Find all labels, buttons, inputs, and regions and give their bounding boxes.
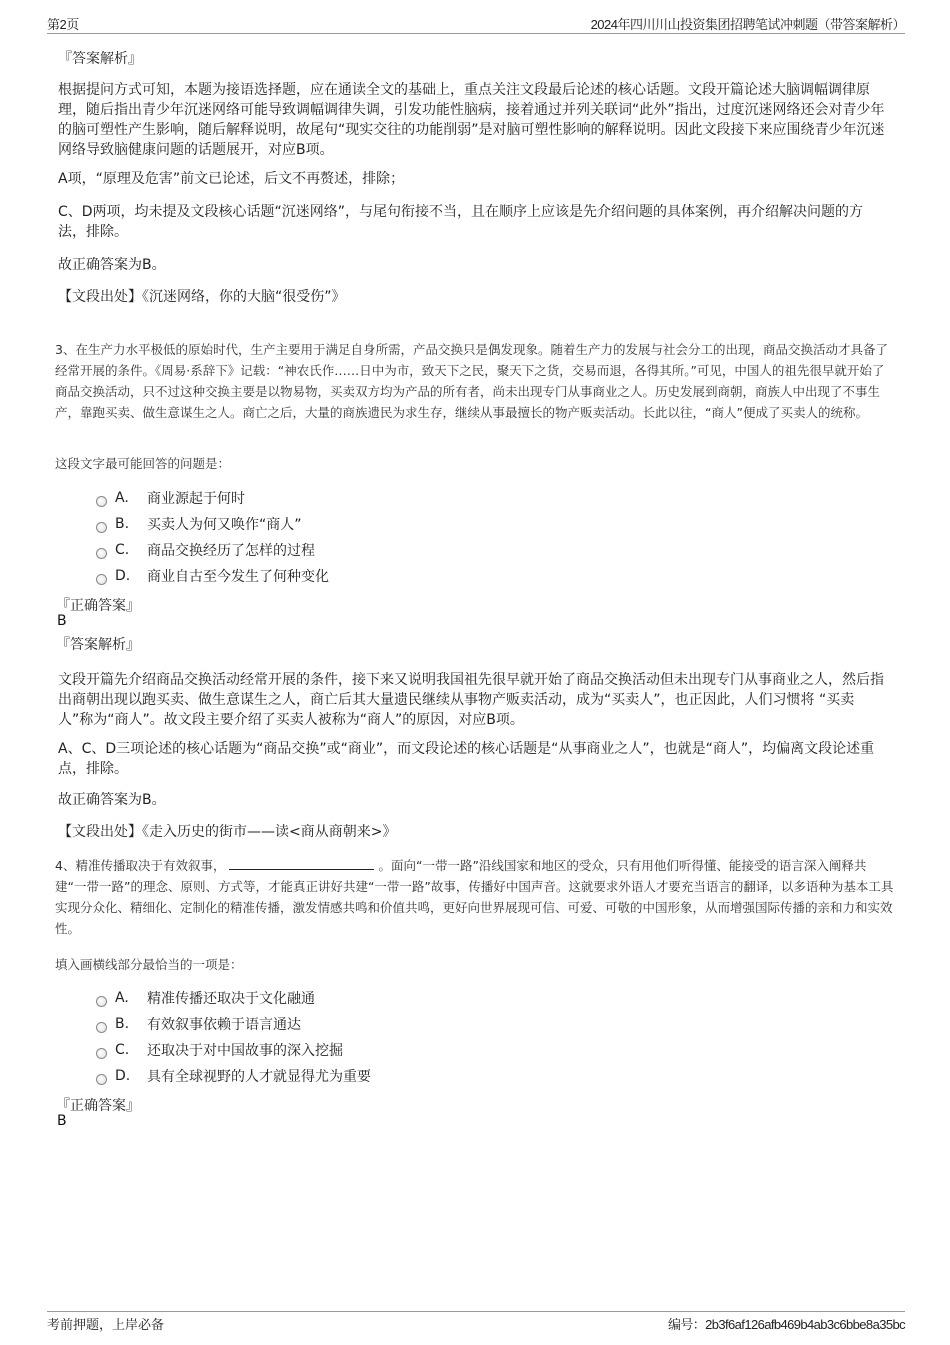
q2-analysis-label: 『答案解析』 xyxy=(58,51,142,67)
q3-stem: 3、在生产力水平极低的原始时代，生产主要用于满足自身所需，产品交换只是偶发现象。随着生产力的发展与社会分工的出现，商品交换活动才具备了经常开展的条件。《周易·系辞下》记载：“神农氏作……日中为市，致天下之民，聚天下之货，交易而退，各得其所。”可见，中国人的祖先很早就开始了商品交换活动，只不过这种交换主要是以物易物，买卖双方均为产品的所有者，尚未出现专门从事商业之人。历史发展到商朝，商族人中出现了不事生产，靠跑买卖、做生意谋生之人。商亡之后，大量的商族遗民为求生存，继续从事最擅长的物产贩卖活动。长此以往，“商人”便成了买卖人的统称。 xyxy=(55,342,888,420)
option-text: 买卖人为何又唤作“商人” xyxy=(147,517,302,533)
option-text: 还取决于对中国故事的深入挖掘 xyxy=(147,1043,343,1059)
radio-button-icon[interactable] xyxy=(96,522,107,533)
q4-prompt: 填入画横线部分最恰当的一项是： xyxy=(55,957,243,972)
option-letter: B. xyxy=(115,1016,130,1032)
page-header xyxy=(47,14,905,34)
option-text: 商业自古至今发生了何种变化 xyxy=(147,569,329,585)
q4-option-c[interactable] xyxy=(96,1037,371,1063)
q3-analysis-label: 『答案解析』 xyxy=(56,637,140,653)
radio-button-icon[interactable] xyxy=(96,574,107,585)
option-letter: C. xyxy=(115,542,130,558)
q3-answer-label: 『正确答案』 xyxy=(56,598,140,614)
q3-option-c[interactable] xyxy=(96,537,329,563)
option-text: 商业源起于何时 xyxy=(147,491,245,507)
q4-option-a[interactable] xyxy=(96,985,371,1011)
q4-option-b[interactable] xyxy=(96,1011,371,1037)
q3-analysis-paragraph-1: 文段开篇先介绍商品交换活动经常开展的条件，接下来又说明我国祖先很早就开始了商品交换活动但未出现专门从事商业之人，然后指出商朝出现以跑买卖、做生意谋生之人，商亡后其大量遗民继续从事物产贩卖活动，成为“买卖人”，也正因此，人们习惯将 “买卖人”称为“商人”。故文段主要介绍了买卖人被称为“商人”的原因，对应B项。 xyxy=(58,672,884,728)
option-letter: D. xyxy=(115,568,131,584)
q3-options xyxy=(96,485,329,589)
option-text: 有效叙事依赖于语言通达 xyxy=(147,1017,301,1033)
option-text: 具有全球视野的人才就显得尤为重要 xyxy=(147,1069,371,1085)
q3-conclusion: 故正确答案为B。 xyxy=(58,792,166,808)
radio-button-icon[interactable] xyxy=(96,1048,107,1059)
fill-in-blank xyxy=(229,857,374,870)
option-letter: A. xyxy=(115,490,129,506)
q2-analysis-paragraph-1: 根据提问方式可知，本题为接语选择题，应在通读全文的基础上，重点关注文段最后论述的核心话题。文段开篇论述大脑调幅调律原理，随后指出青少年沉迷网络可能导致调幅调律失调，引发功能性脑病，接着通过并列关联词“此外”指出，过度沉迷网络还会对青少年的脑可塑性产生影响，随后解释说明，故尾句“现实交往的功能削弱”是对脑可塑性影响的解释说明。因此文段接下来应围绕青少年沉迷网络导致脑健康问题的话题展开，对应B项。 xyxy=(58,82,885,158)
q4-answer-label: 『正确答案』 xyxy=(56,1098,140,1114)
document-title: 2024年四川川山投资集团招聘笔试冲刺题（带答案解析） xyxy=(590,17,905,32)
document-id xyxy=(668,1314,905,1333)
q4-answer-value: B xyxy=(57,1113,67,1129)
q2-analysis-paragraph-3: C、D两项，均未提及文段核心话题“沉迷网络”，与尾句衔接不当，且在顺序上应该是先介绍问题的具体案例，再介绍解决问题的方法，排除。 xyxy=(58,204,864,240)
option-letter: B. xyxy=(115,516,130,532)
page-number: 第2页 xyxy=(47,17,79,32)
radio-button-icon[interactable] xyxy=(96,1022,107,1033)
q3-source: 【文段出处】《走入历史的街市——读<商从商朝来>》 xyxy=(58,824,397,840)
option-text: 商品交换经历了怎样的过程 xyxy=(147,543,315,559)
q4-options xyxy=(96,985,371,1089)
document-id-value: 2b3f6af126afb469b4ab3c6bbe8a35bc xyxy=(705,1317,905,1332)
q4-stem-before-blank: 4、精准传播取决于有效叙事， xyxy=(55,858,226,873)
radio-button-icon[interactable] xyxy=(96,1074,107,1085)
q3-option-b[interactable] xyxy=(96,511,329,537)
option-letter: D. xyxy=(115,1068,131,1084)
q2-conclusion: 故正确答案为B。 xyxy=(58,257,166,273)
page-footer xyxy=(47,1311,905,1332)
q2-source: 【文段出处】《沉迷网络，你的大脑“很受伤”》 xyxy=(58,289,346,305)
radio-button-icon[interactable] xyxy=(96,548,107,559)
option-text: 精准传播还取决于文化融通 xyxy=(147,991,315,1007)
q3-answer-value: B xyxy=(57,613,67,629)
radio-button-icon[interactable] xyxy=(96,496,107,507)
option-letter: C. xyxy=(115,1042,130,1058)
document-id-label: 编号： xyxy=(667,1317,706,1332)
q3-prompt: 这段文字最可能回答的问题是： xyxy=(55,456,231,471)
q3-analysis-paragraph-2: A、C、D三项论述的核心话题为“商品交换”或“商业”，而文段论述的核心话题是“从事商业之人”，也就是“商人”，均偏离文段论述重点，排除。 xyxy=(58,741,875,777)
q2-analysis-paragraph-2: A项，“原理及危害”前文已论述，后文不再赘述，排除； xyxy=(58,171,405,187)
q3-option-a[interactable] xyxy=(96,485,329,511)
radio-button-icon[interactable] xyxy=(96,996,107,1007)
q4-option-d[interactable] xyxy=(96,1063,371,1089)
footer-slogan: 考前押题，上岸必备 xyxy=(47,1317,165,1332)
option-letter: A. xyxy=(115,990,129,1006)
q4-stem xyxy=(55,855,895,939)
q4-stem-after-blank: 。面向“一带一路”沿线国家和地区的受众，只有用他们听得懂、能接受的语言深入阐释共建“一带一路”的理念、原则、方式等，才能真正讲好共建“一带一路”故事，传播好中国声音。这就要求外语人才要充当语言的翻译，以多语种为基本工具实现分众化、精细化、定制化的精准传播，激发情感共鸣和价值共鸣，更好向世界展现可信、可爱、可敬的中国形象，从而增强国际传播的亲和力和实效性。 xyxy=(55,858,894,936)
q3-option-d[interactable] xyxy=(96,563,329,589)
